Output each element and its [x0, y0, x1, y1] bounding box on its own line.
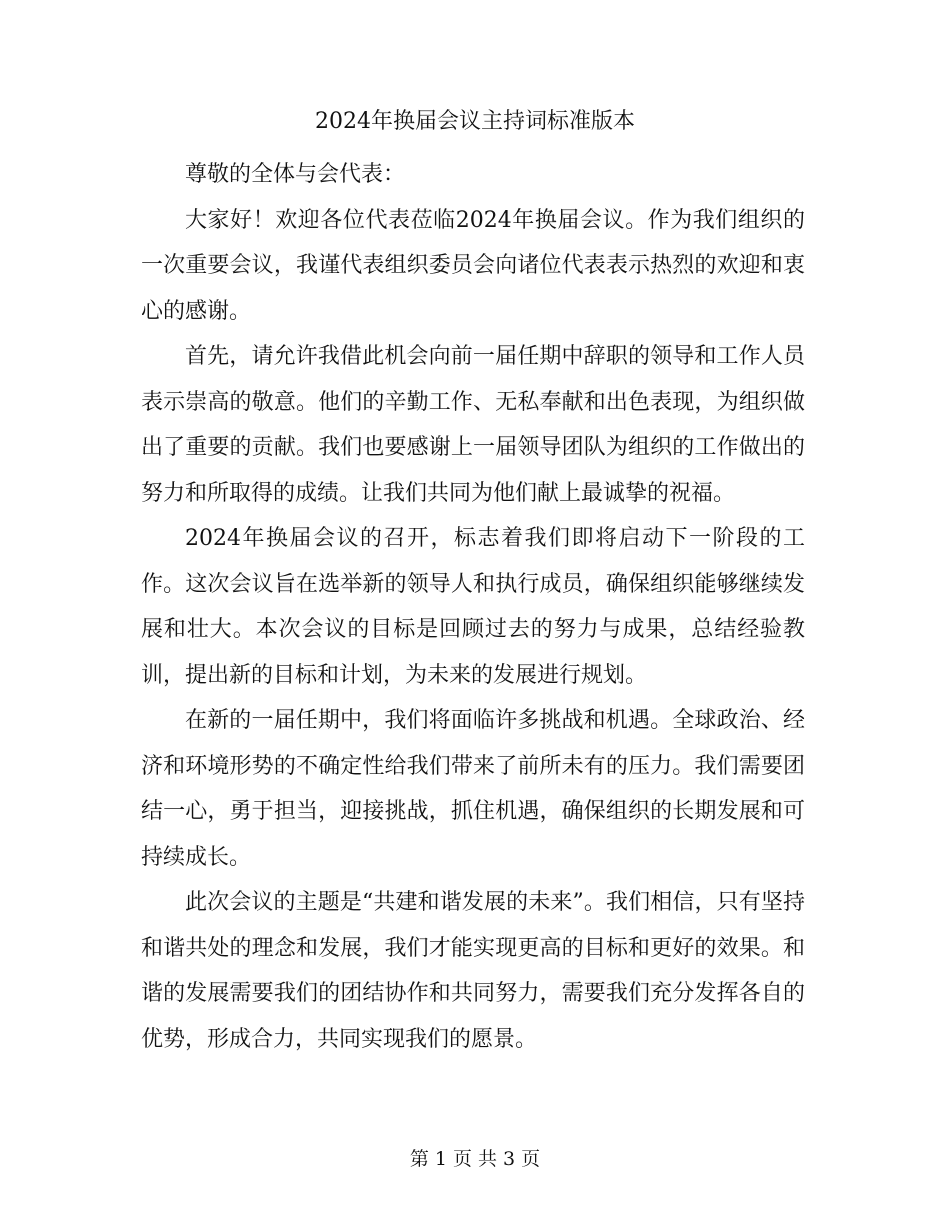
page-number-footer: 第 1 页 共 3 页	[409, 1148, 541, 1170]
meeting-purpose-paragraph: 2024年换届会议的召开，标志着我们即将启动下一阶段的工作。这次会议旨在选举新的领导人和执行成员，确保组织能够继续发展和壮大。本次会议的目标是回顾过去的努力与成果，总结经验教训，提出新的目标和计划，为未来的发展进行规划。	[141, 526, 805, 688]
document-body	[141, 152, 805, 1062]
salutation-paragraph: 尊敬的全体与会代表：	[185, 162, 406, 187]
theme-paragraph: 此次会议的主题是“共建和谐发展的未来”。我们相信，只有坚持和谐共处的理念和发展，我们才能实现更高的目标和更好的效果。和谐的发展需要我们的团结协作和共同努力，需要我们充分发挥各自的优势，形成合力，共同实现我们的愿景。	[141, 890, 805, 1052]
document-title: 2024年换届会议主持词标准版本	[315, 109, 635, 134]
tribute-paragraph: 首先，请允许我借此机会向前一届任期中辞职的领导和工作人员表示崇高的敬意。他们的辛勤工作、无私奉献和出色表现，为组织做出了重要的贡献。我们也要感谢上一届领导团队为组织的工作做出的努力和所取得的成绩。让我们共同为他们献上最诚挚的祝福。	[141, 344, 805, 506]
welcome-paragraph: 大家好！欢迎各位代表莅临2024年换届会议。作为我们组织的一次重要会议，我谨代表组织委员会向诸位代表表示热烈的欢迎和衷心的感谢。	[141, 207, 805, 324]
challenges-paragraph: 在新的一届任期中，我们将面临许多挑战和机遇。全球政治、经济和环境形势的不确定性给我们带来了前所未有的压力。我们需要团结一心，勇于担当，迎接挑战，抓住机遇，确保组织的长期发展和可持续成长。	[141, 708, 805, 870]
